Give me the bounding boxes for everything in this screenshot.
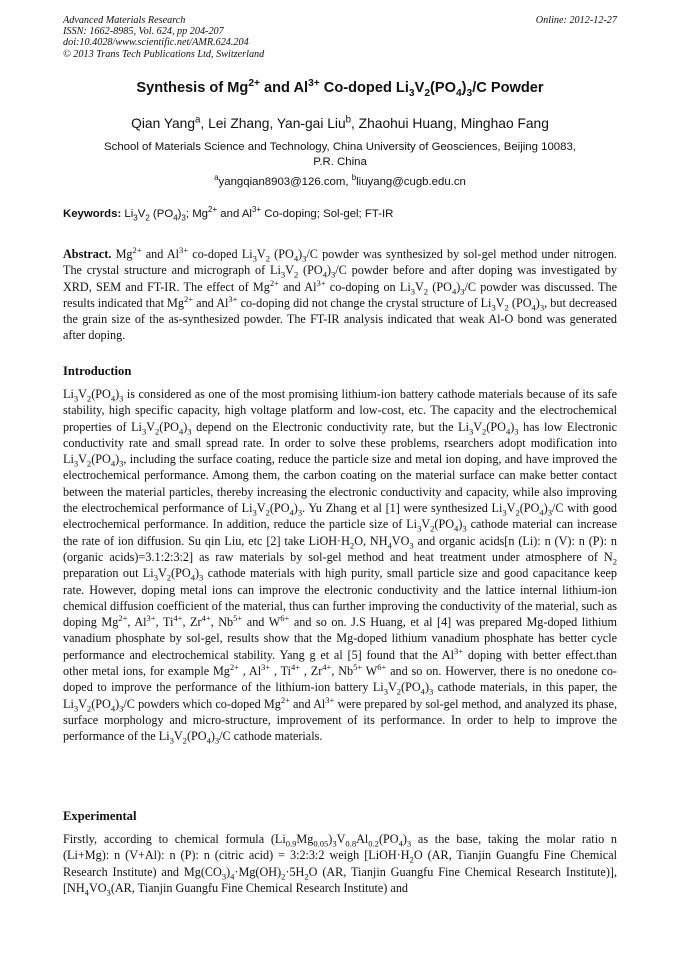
experimental-paragraph: Firstly, according to chemical formula $(Li_{0.9}Mg_{0.05})_3V_{0.8}Al_{0.2}(PO_4)_3$ as the base, taking the molar ratio n (Li+Mg): n (V+Al): n (P): n (citric acid) = 3:2:3:2 weigh [$LiOH\cdot H_2O$ (AR, Tianjin Guangfu Fine Chemical Research Institute) and $Mg(CO_3)_4\cdot Mg(OH)_2\cdot 5H_2O$ (AR, Tianjin Guangfu Fine Chemical Research Institute)], [$NH_4VO_3(AR$, Tianjin Guangfu Fine Chemical Research Institute) and [63, 832, 618, 898]
journal-name: Advanced Materials Research [63, 15, 186, 26]
keywords: Keywords: $Li_3V_2$ $(PO_4)_3$; $Mg^{2+}$ and $Al^{3+}$ Co-doping; Sol-gel; FT-IR [63, 205, 394, 223]
abstract-label: Abstract. [63, 247, 112, 261]
affiliation: School of Materials Science and Technology, China University of Geosciences, Beijing 10083, P.R. China [104, 141, 576, 168]
issn-line: ISSN: 1662-8985, Vol. 624, pp 204-207 [63, 26, 224, 38]
paper-title: Synthesis of $Mg^{2+}$ and $Al^{3+}$ Co-doped $Li_3V_2(PO_4)_3/C$ Powder [136, 78, 544, 99]
doi-line: doi:10.4028/www.scientific.net/AMR.624.204 [63, 37, 249, 49]
copyright-line: © 2013 Trans Tech Publications Ltd, Switzerland [63, 48, 265, 60]
experimental-heading: Experimental [63, 809, 137, 823]
abstract-paragraph: Abstract. $Mg^{2+}$ and $Al^{3+}$ co-doped $Li_3V_2$ $(PO_4)_3/C$ powder was synthesized by sol-gel method under nitrogen. The crystal structure and micrograph of $Li_3V_2$ $(PO_4)_3/C$ powder before and after doping was investigated by XRD, SEM and FT-IR. The effect of $Mg^{2+}$ and $Al^{3+}$ co-doping on $Li_3V_2$ $(PO_4)_3/C$ powder was discussed. The results indicated that $Mg^{2+}$ and $Al^{3+}$ co-doping did not change the crystal structure of $Li_3V_2$ $(PO_4)_3$, but decreased the grain size of the as-synthesized powder. The FT-IR analysis indicated that weak Al-O bond was generated after doping. [63, 244, 618, 343]
author-list: Qian Yang$^a$, Lei Zhang, Yan-gai Liu$^b$, Zhaohui Huang, Minghao Fang [131, 114, 549, 131]
keywords-label: Keywords: [63, 208, 125, 220]
introduction-paragraph: $Li_3V_2(PO_4)_3$ is considered as one of the most promising lithium-ion battery cathode materials because of its safe stability, high specific capacity, high voltage platform and low-cost, etc. The capacity and the electrochemical properties of $Li_3V_2(PO_4)_3$ depend on the Electronic conductivity rate, but the $Li_3V_2(PO_4)_3$ has low Electronic conductivity rate and small spread rate. In order to solve these problems, rsearchers adopt modification into $Li_3V_2(PO_4)_3$, including the surface coating, reduce the particle size and metal ion doping, and have improved the electrochemical performance. Among them, the carbon coating on the material surface can make better contact between the material particles, thereby increasing the electronic conductivity and capacity, while also improving the electrochemical performance of $Li_3V_2(PO_4)_3$. Yu Zhang et al [1] were synthesized $Li_3V_2(PO_4)_3/C$ with good electrochemical performance. In addition, reduce the particle size of $Li_3V_2(PO_4)_3$ cathode material can increase the rate of ion diffusion. Su qin Liu, etc [2] take $LiOH\cdot H_2O$, $NH_4VO_3$ and organic acids[n (Li): n (V): n (P): n (organic acids)=3.1:2:3:2] as raw materials by sol-gel method and heat treatment under atmosphere of $N_2$ preparation out $Li_3V_2(PO_4)_3$ cathode materials with high purity, small particle size and good capacitance keep rate. However, doping metal ions can improve the electronic conductivity and the lattice internal lithium-ion chemical diffusion coefficient of the material, thus can further improving the conductivity of the material, such as doping $Mg^{2+}$, $Al^{3+}$, $Ti^{4+}$, $Zr^{4+}$, $Nb^{5+}$ and $W^{6+}$ and so on. J.S Huang, et al [4] was prepared Mg-doped lithium vanadium phosphate by sol-gel, results show that the Mg-doped lithium vanadium phosphate has better cycle performance and electrochemical stability. Yang g et al [5] found that the $Al^{3+}$ doping with better effect.than other metal ions, for example $Mg^{2+}$ , $Al^{3+}$ , $Ti^{4+}$ , $Zr^{4+}$, $Nb^{5+}$ $W^{6+}$ and so on. Howerver, there is no onedone co-doped to improve the performance of the lithium-ion battery $Li_3V_2(PO_4)_3$ cathode materials, in this paper, the $Li_3V_2(PO_4)_3/C$ powders which co-doped $Mg^{2+}$ and $Al^{3+}$ were prepared by sol-gel method, and analyzed its phase, surface morphology and micro-structure, improvement of its performance. In order to help to improve the performance of the $Li_3V_2(PO_4)_3/C$ cathode materials. [63, 387, 617, 746]
online-date: Online: 2012-12-27 [535, 15, 617, 26]
introduction-heading: Introduction [63, 364, 132, 378]
running-header [63, 15, 617, 60]
email-line: $^a$yangqian8903@126.com, $^b$liuyang@cugb.edu.cn [214, 173, 466, 188]
